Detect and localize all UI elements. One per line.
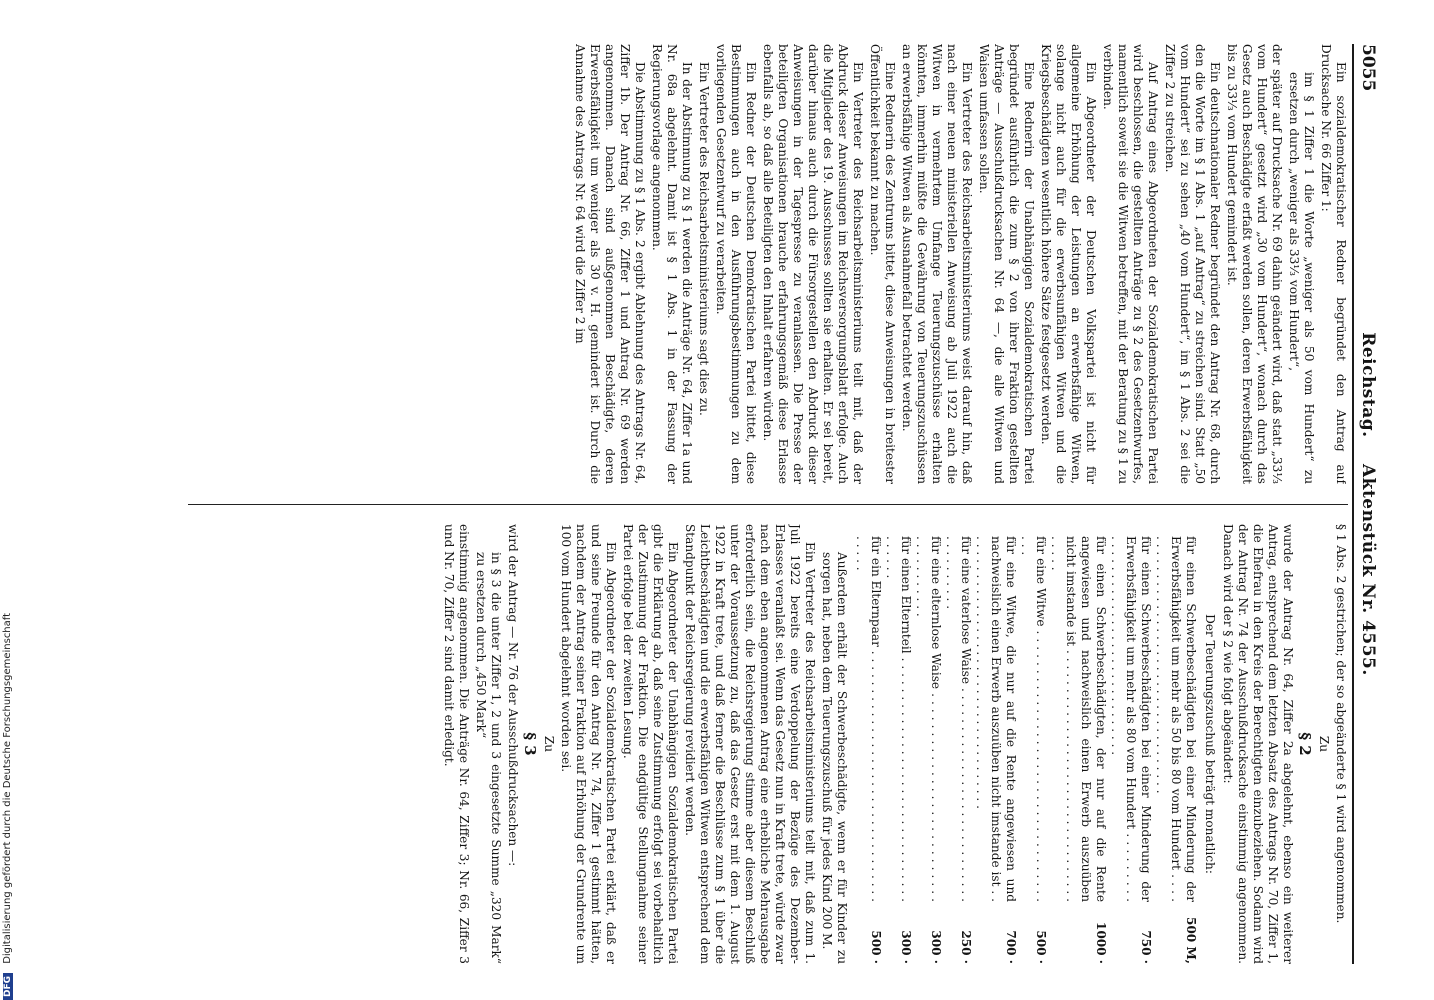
running-title-left: Reichstag. (1358, 332, 1378, 438)
left-paragraph: Die Abstimmung zu § 1 Abs. 2 ergibt Ablehnung des Antrags Nr. 64, Ziffer 1b. Der Antrag Nr. 66, Ziffer 1 und Antrag Nr. 69 werden angenommen. Danach sind außgenommen Beschädigte, deren Erwerbsfähigkeit um weniger als 30 v. H. gemindert ist. Durch die Annahme des Antrags Nr. 64 wird die Ziffer 2 im (573, 44, 647, 484)
allowance-row (913, 536, 943, 964)
left-paragraph: Ein deutschnationaler Redner begründet den Antrag Nr. 68, durch den die Worte im § 1 Abs. 1 „auf Antrag“ zu streichen sind. Statt „50 vom Hundert“ sei zu sehen „40 vom Hundert“, im § 1 Abs. 2 sei die Ziffer 2 zu streichen. (1163, 44, 1222, 484)
allowance-row (1018, 536, 1048, 964)
left-paragraph: Auf Antrag eines Abgeordneten der Sozialdemokratischen Partei wird beschlossen, die gestellten Anträge zu § 2 des Gesetzentwurfes, namentlich soweit sie die Witwen betreffen, mit der Beratung zu § 1 zu verbinden. (1101, 44, 1160, 484)
allowance-label: für eine Witwe, die nur auf die Rente angewiesen und nachweislich einen Erwerb auszuüben nicht imstande ist . . . (973, 536, 1018, 902)
section1-conclusion: § 1 Abs. 2 gestrichen; der so abgeänderte § 1 wird angenommen. (1334, 524, 1348, 924)
allowance-label: für eine Witwe . . . (1018, 536, 1048, 902)
page-number: 5055 (1358, 44, 1378, 92)
right-paragraphs (558, 524, 849, 964)
left-paragraph: Ein Abgeordneter der Deutschen Volkspartei ist nicht für allgemeine Erhöhung der Leistungen an erwerbsfähige Witwen, solange nicht auch für die erwerbsunfähigen Witwen und die Kriegsbeschädigten wesentlich höhere Sätze festgesetzt werden. (1039, 44, 1098, 484)
left-paragraph: Eine Rednerin der Unabhängigen Sozialdemokratischen Partei begründet ausführlich die zum § 2 von ihrer Fraktion gestellten Anträge — Ausschußdrucksachen Nr. 64 —, die alle Witwen und Waisen umfassen sollen. (977, 44, 1036, 484)
document-page (138, 44, 1378, 964)
allowance-row (1048, 536, 1108, 964)
allowance-amount: 300 · (899, 930, 913, 964)
right-paragraph: Außerdem erhält der Schwerbeschädigte, wenn er für Kinder zu sorgen hat, neben dem Teuerungszuschuß für jedes Kind 200 M. (820, 552, 849, 964)
allowance-amount: 500 · (869, 930, 883, 964)
footer-text: Digitalisierung gefördert durch die Deutsche Forschungsgemeinschaft (2, 612, 13, 964)
left-paragraph: Eine Rednerin des Zentrums bittet, diese Anweisungen in breitester Öffentlichkeit bekannt zu machen. (868, 44, 897, 484)
digitization-footer (2, 20, 16, 1000)
section3-lead: Zu (542, 735, 556, 753)
allowance-label: für einen Schwerbeschädigten, der nur auf die Rente angewiesen und nachweislich einen Erwerb auszuüben nicht imstande ist . . . (1048, 536, 1108, 902)
column-rule (188, 504, 1348, 505)
allowance-amount: 250 · (959, 930, 973, 964)
section3-conclusion: einstimmig angenommen. Die Anträge Nr. 64, Ziffer 3; Nr. 66, Ziffer 3 und Nr. 70, Ziffer 2 sind damit erledigt. (442, 524, 471, 964)
left-paragraph: Ein Redner der Deutschen Demokratischen Partei bittet, diese Bestimmungen auch in den Ausführungsbestimmungen zu dem vorliegenden Gesetzentwurf zu verarbeiten. (714, 44, 758, 484)
allowance-row (1153, 536, 1198, 964)
allowance-row (883, 536, 913, 964)
left-paragraph: Ein Vertreter des Reichsarbeitsministeriums weist darauf hin, daß nach einer neuen ministeriellen Anweisung ab Juli 1922 auch die Witwen in vermehrtem Umfange Teuerungszuschüsse erhalten könnten, immerhin müßte die Gewährung von Teuerungszuschüssen an erwerbsfähige Witwen als Ausnahmefall betrachtet werden. (900, 44, 974, 484)
allowance-label: für eine vaterlose Waise . . . (943, 536, 973, 902)
right-paragraph: Ein Abgeordneter der Unabhängigen Sozialdemokratischen Partei gibt die Erklärung ab, daß seine Zustimmung erfolgt sei vorbehaltlich der Zustimmung der Fraktion. Die endgültige Stellungnahme seiner Partei erfolge bei der zweiten Lesung. (621, 524, 680, 964)
dfg-logo: DFG (3, 973, 13, 1000)
section3-paragraph: wird der Antrag — Nr. 76 der Ausschußdrucksachen —: (506, 524, 520, 867)
left-paragraph: Ein Vertreter des Reichsarbeitsministeriums teilt mit, daß der Abdruck dieser Anweisungen im Reichsversorgungsblatt erfolge. Auch die Mitglieder des 19. Ausschusses sollten sie erhalten. Er sei bereit, darüber hinaus auch durch die Fürsorgestellen den Abdruck dieser Anweisungen in der Tagespresse zu veranlassen. Die Presse der beteiligten Organisationen brauche erfahrungsgemäß diese Erlasse ebenfalls ab, so daß alle Beteiligten den Inhalt erfahren würden. (761, 44, 865, 484)
allowance-heading: Der Teuerungszuschuß beträgt monatlich: (1203, 614, 1217, 874)
allowance-label: für eine elternlose Waise . . . (913, 536, 943, 902)
allowance-row (943, 536, 973, 964)
allowance-amount: 300 · (929, 930, 943, 964)
allowance-amount: 700 · (1004, 930, 1018, 964)
right-column (188, 524, 1348, 964)
section2-heading: § 2 (1296, 732, 1314, 756)
allowance-label: für einen Elternteil . . . (883, 536, 913, 902)
running-title-right: Aktenstück Nr. 4555. (1358, 463, 1378, 676)
section3-quote: in § 3 die unter Ziffer 1, 2 und 3 eingesetzte Summe „320 Mark“ zu ersetzen durch „450 Mark“ (474, 552, 503, 964)
allowance-amount: 1000 · (1094, 921, 1108, 964)
left-paragraph: In der Abstimmung zu § 1 werden die Anträge Nr. 64, Ziffer 1a und Nr. 68a abgelehnt. Damit ist § 1 Abs. 1 in der Fassung der Regierungsvorlage angenommen. (650, 44, 694, 484)
allowance-row (853, 536, 883, 964)
allowance-row (973, 536, 1018, 964)
running-title (1358, 44, 1378, 964)
section2-paragraph: wurde der Antrag Nr. 64, Ziffer 2a abgelehnt, ebenso ein weiterer Antrag, entsprechend dem letzten Absatz des Antrags Nr. 70, Ziffer 1, die Ehefrau in den Kreis der Berechtigten einzubeziehen. Sodann wird der Antrag Nr. 74 der Ausschußdrucksache einstimmig angenommen. Danach wird der § 2 wie folgt abgeändert: (1221, 524, 1295, 964)
left-column (188, 44, 1348, 484)
allowance-label: für ein Elternpaar . . . (853, 536, 883, 902)
allowance-amount: 750 · (1139, 930, 1153, 964)
section3-heading: § 3 (521, 732, 539, 756)
left-paragraph: Ein Vertreter des Reichsarbeitsministeriums sagt dies zu. (697, 62, 711, 416)
allowance-amount: 500 M, (1184, 916, 1198, 964)
section2-lead: Zu (1317, 735, 1331, 753)
allowance-table (853, 536, 1198, 964)
allowance-label: für einen Schwerbeschädigten bei einer Minderung der Erwerbsfähigkeit um mehr als 80 vom Hundert . . . (1108, 536, 1153, 902)
allowance-row (1108, 536, 1153, 964)
left-paragraph: der später auf Drucksache Nr. 69 dahin geändert wird, daß statt „33⅓ vom Hundert“ gesetzt wird „30 vom Hundert“, wonach durch das Gesetz auch Beschädigte erfaßt werden sollen, deren Erwerbsfähigkeit bis zu 33⅓ vom Hundert gemindert ist. (1225, 44, 1284, 484)
left-paragraph: Ein sozialdemokratischer Redner begründet den Antrag auf Drucksache Nr. 66 Ziffer 1: (1319, 44, 1348, 484)
page-header (1352, 44, 1378, 964)
right-paragraph: Ein Abgeordneter der Sozialdemokratischen Partei erklärt, daß er und seine Freunde für den Antrag Nr. 74, Ziffer 1 gestimmt hätten, nachdem der Antrag seiner Fraktion auf Erhöhung der Grundrente um 100 vom Hundert abgelehnt worden sei. (559, 524, 618, 964)
right-paragraph: Ein Vertreter des Reichsarbeitsministeriums teilt mit, daß zum 1. Juli 1922 bereits eine Verdoppelung der Bezüge des Dezember-Erlasses veranlaßt sei. Wenn das Gesetz nun in Kraft trete, würde zwar nach dem eben angenommenen Antrag eine erhebliche Mehrausgabe erforderlich sein, die Reichsregierung stimme aber diesem Beschluß unter der Voraussetzung zu, daß das Gesetz erst mit dem 1. August 1922 in Kraft trete, und daß ferner die Beschlüsse zum § 1 über die Leichtbeschädigten und die erwerbsfähigen Witwen entsprechend dem Standpunkt der Reichsregierung revidiert werden. (683, 524, 817, 964)
allowance-label: für einen Schwerbeschädigten bei einer Minderung der Erwerbsfähigkeit um mehr als 50 bis 80 vom Hundert . . . (1153, 536, 1198, 902)
allowance-amount: 500 · (1034, 930, 1048, 964)
left-paragraph: im § 1 Ziffer 1 die Worte „weniger als 50 vom Hundert“ zu ersetzen durch „weniger als 33⅓ vom Hundert“, (1287, 72, 1316, 484)
